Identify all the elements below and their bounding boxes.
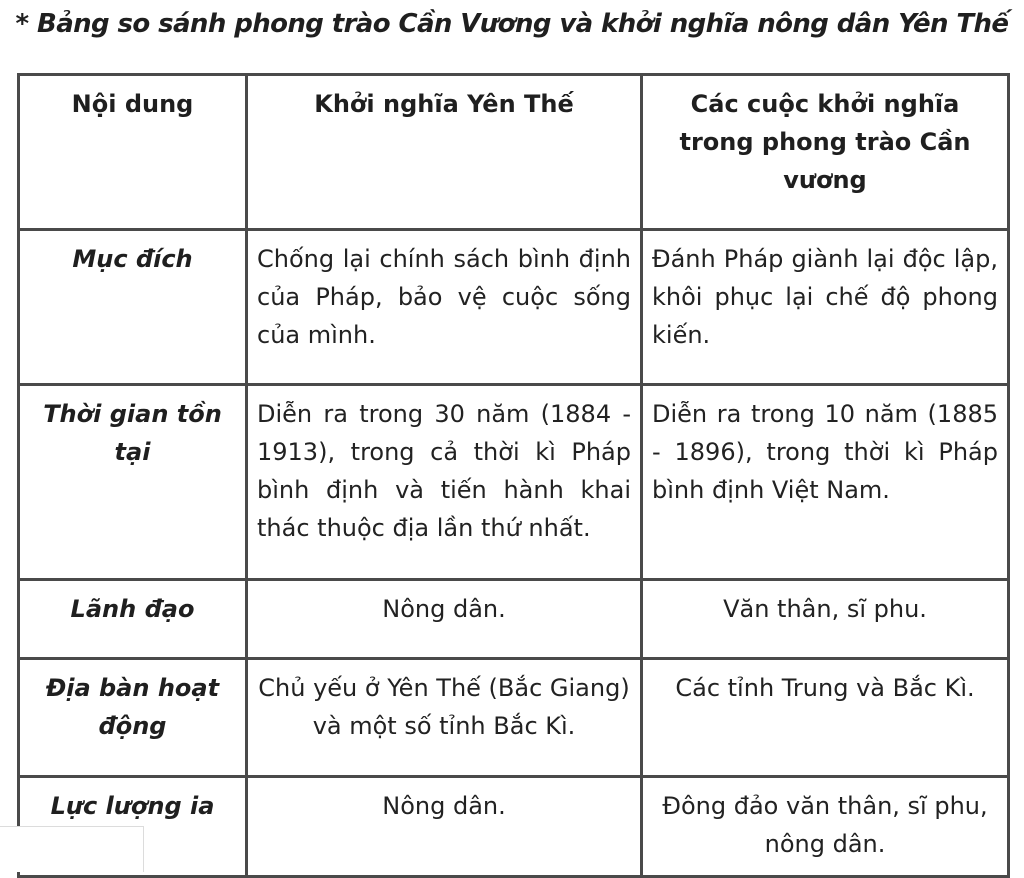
cell-yen-the-forces: Nông dân. [247, 777, 642, 877]
comparison-table [17, 73, 1010, 878]
cell-can-vuong-purpose: Đánh Pháp giành lại độc lập, khôi phục lại chế độ phong kiến. [642, 230, 1009, 385]
cell-yen-the-area: Chủ yếu ở Yên Thế (Bắc Giang) và một số tỉnh Bắc Kì. [247, 659, 642, 777]
cell-yen-the-leadership: Nông dân. [247, 580, 642, 659]
table-row [19, 385, 1009, 580]
row-label-duration: Thời gian tồn tại [19, 385, 247, 580]
page-title: * Bảng so sánh phong trào Cần Vương và khởi nghĩa nông dân Yên Thế [15, 9, 1009, 39]
table-row [19, 580, 1009, 659]
row-label-area: Địa bàn hoạt động [19, 659, 247, 777]
row-label-purpose: Mục đích [19, 230, 247, 385]
row-label-forces: Lực lượng ia [19, 777, 247, 877]
header-content: Nội dung [19, 75, 247, 230]
cell-can-vuong-area: Các tỉnh Trung và Bắc Kì. [642, 659, 1009, 777]
cell-yen-the-purpose: Chống lại chính sách bình định của Pháp, bảo vệ cuộc sống của mình. [247, 230, 642, 385]
header-can-vuong: Các cuộc khởi nghĩa trong phong trào Cần vương [642, 75, 1009, 230]
cell-can-vuong-duration: Diễn ra trong 10 năm (1885 - 1896), trong thời kì Pháp bình định Việt Nam. [642, 385, 1009, 580]
header-yen-the: Khởi nghĩa Yên Thế [247, 75, 642, 230]
cell-can-vuong-leadership: Văn thân, sĩ phu. [642, 580, 1009, 659]
row-label-leadership: Lãnh đạo [19, 580, 247, 659]
cell-can-vuong-forces: Đông đảo văn thân, sĩ phu, nông dân. [642, 777, 1009, 877]
cell-yen-the-duration: Diễn ra trong 30 năm (1884 - 1913), trong cả thời kì Pháp bình định và tiến hành khai thác thuộc địa lần thứ nhất. [247, 385, 642, 580]
table-header-row [19, 75, 1009, 230]
overlay-panel [0, 826, 144, 872]
table-row [19, 777, 1009, 877]
table-row [19, 230, 1009, 385]
table-row [19, 659, 1009, 777]
